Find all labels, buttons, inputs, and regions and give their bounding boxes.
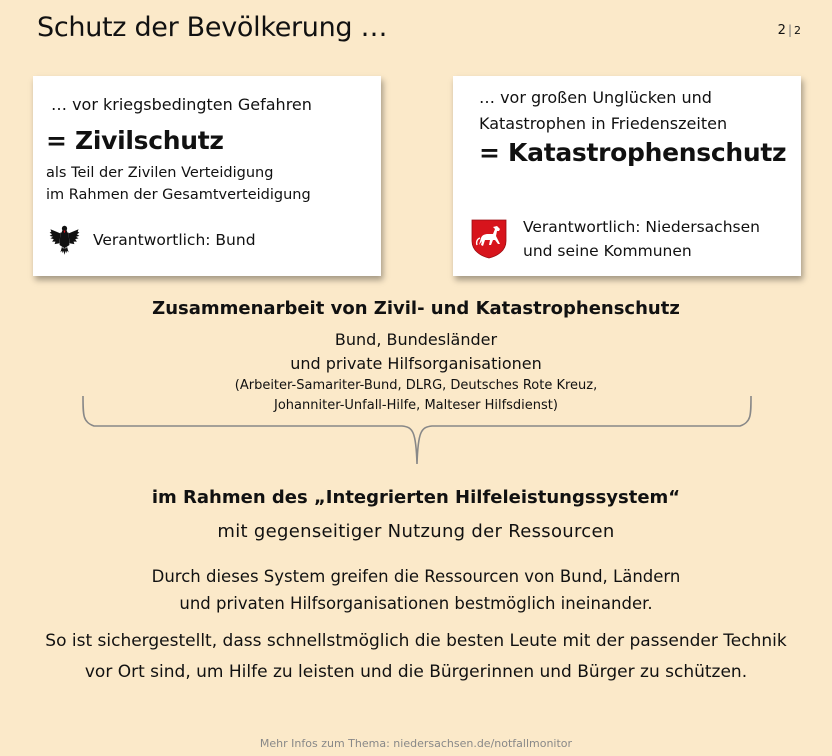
disaster-protection-responsible1: Verantwortlich: Niedersachsen [523,218,760,236]
footer-link[interactable]: Mehr Infos zum Thema: niedersachsen.de/notfallmonitor [259,737,573,750]
cooperation-orgs1: (Arbeiter-Samariter-Bund, DLRG, Deutsches Rote Kreuz, [234,378,598,393]
system-para1-line2: und privaten Hilfsorganisationen bestmöglich ineinander. [179,594,653,613]
system-para2-line1: So ist sichergestellt, dass schnellstmöglich die besten Leute mit der passender Technik [45,631,787,651]
system-paragraph-1 [0,563,832,617]
disaster-protection-responsible [523,215,760,263]
disaster-protection-intro [479,85,727,137]
disaster-protection-term: = Katastrophenschutz [479,138,787,167]
civil-defense-card [33,76,381,276]
page-number [778,23,801,38]
disaster-protection-intro1: … vor großen Unglücken und [479,88,712,107]
disaster-protection-card [453,76,801,276]
system-paragraph-2 [0,626,832,688]
page-separator: | [787,23,792,37]
civil-defense-term: = Zivilschutz [46,126,224,155]
page-title: Schutz der Bevölkerung … [37,12,388,43]
federal-eagle-icon [48,223,81,257]
curly-brace [80,392,754,468]
cooperation-parties [0,328,832,376]
civil-defense-description [46,162,311,206]
disaster-protection-responsible2: und seine Kommunen [523,242,692,260]
civil-defense-intro: … vor kriegsbedingten Gefahren [51,95,312,114]
civil-defense-line2: im Rahmen der Gesamtverteidigung [46,187,311,203]
lower-saxony-horse-icon [471,219,507,259]
page-current: 2 [777,23,786,38]
civil-defense-line1: als Teil der Zivilen Verteidigung [46,165,274,181]
cooperation-line1: Bund, Bundesländer [334,330,498,349]
system-subheading: mit gegenseitiger Nutzung der Ressourcen [217,521,615,542]
page-total: 2 [794,24,801,37]
disaster-protection-intro2: Katastrophen in Friedenszeiten [479,114,728,133]
civil-defense-responsible: Verantwortlich: Bund [93,231,256,249]
system-para2-line2: vor Ort sind, um Hilfe zu leisten und die Bürgerinnen und Bürger zu schützen. [84,662,748,682]
system-heading: im Rahmen des „Integrierten Hilfeleistungssystem“ [151,487,681,508]
cooperation-orgs2: Johanniter-Unfall-Hilfe, Malteser Hilfsdienst) [274,398,558,413]
system-para1-line1: Durch dieses System greifen die Ressourcen von Bund, Ländern [151,567,681,586]
cooperation-line2: und private Hilfsorganisationen [290,354,542,373]
cooperation-heading: Zusammenarbeit von Zivil- und Katastrophenschutz [152,298,680,319]
